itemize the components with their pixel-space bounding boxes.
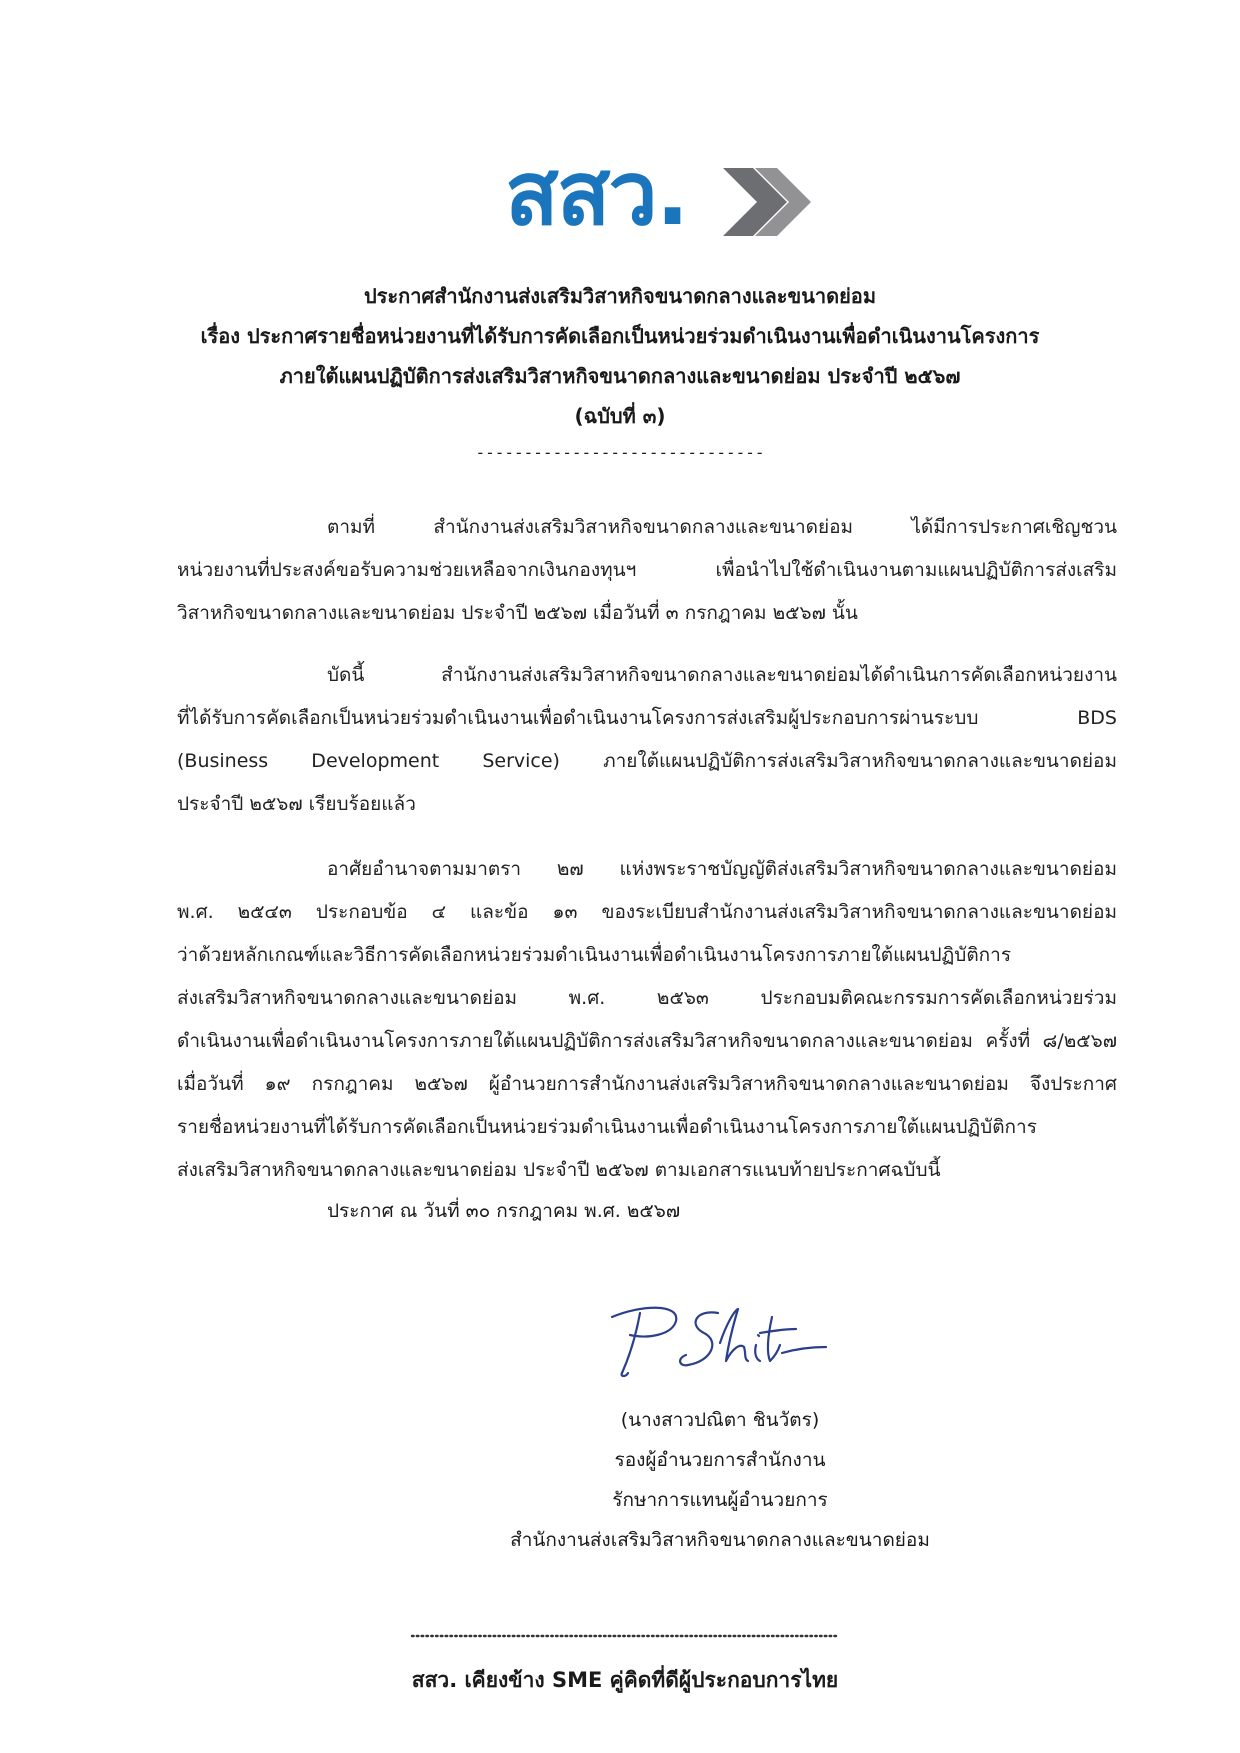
text-line: วิสาหกิจขนาดกลางและขนาดย่อม ประจำปี ๒๕๖๗ เมื่อวันที่ ๓ กรกฎาคม ๒๕๖๗ นั้น [177, 602, 858, 624]
header-divider: ------------------------------ [475, 443, 765, 462]
text-line: อาศัยอำนาจตามมาตรา ๒๗ แห่งพระราชบัญญัติส่งเสริมวิสาหกิจขนาดกลางและขนาดย่อม [327, 858, 1117, 880]
text-line: หน่วยงานที่ประสงค์ขอรับความช่วยเหลือจากเงินกองทุนฯ เพื่อนำไปใช้ดำเนินงานตามแผนปฏิบัติการส่งเสริม [177, 559, 1117, 581]
announce-date: ประกาศ ณ วันที่ ๓๐ กรกฎาคม พ.ศ. ๒๕๖๗ [327, 1200, 681, 1222]
signer-office: สำนักงานส่งเสริมวิสาหกิจขนาดกลางและขนาดย่อม [510, 1529, 930, 1551]
footer-dotted-rule [410, 1632, 840, 1640]
text-line: ที่ได้รับการคัดเลือกเป็นหน่วยร่วมดำเนินงานเพื่อดำเนินงานโครงการส่งเสริมผู้ประกอบการผ่านระบบ BDS [177, 707, 1117, 729]
header-subject-cont: ภายใต้แผนปฏิบัติการส่งเสริมวิสาหกิจขนาดกลางและขนาดย่อม ประจำปี ๒๕๖๗ [279, 364, 961, 388]
text-line: บัดนี้ สำนักงานส่งเสริมวิสาหกิจขนาดกลางและขนาดย่อมได้ดำเนินการคัดเลือกหน่วยงาน [327, 664, 1117, 686]
text-line: ดำเนินงานเพื่อดำเนินงานโครงการภายใต้แผนปฏิบัติการส่งเสริมวิสาหกิจขนาดกลางและขนาดย่อม ครั้งที่ ๘/๒๕๖๗ [177, 1030, 1117, 1052]
logo-wordmark: สสว. [505, 142, 688, 245]
signer-name: (นางสาวปณิตา ชินวัตร) [620, 1409, 820, 1431]
text-line: ตามที่ สำนักงานส่งเสริมวิสาหกิจขนาดกลางและขนาดย่อม ได้มีการประกาศเชิญชวน [327, 516, 1117, 538]
header-subject: เรื่อง ประกาศรายชื่อหน่วยงานที่ได้รับการคัดเลือกเป็นหน่วยร่วมดำเนินงานเพื่อดำเนินงานโครงการ [200, 324, 1040, 348]
text-line: ส่งเสริมวิสาหกิจขนาดกลางและขนาดย่อม ประจำปี ๒๕๖๗ ตามเอกสารแนบท้ายประกาศฉบับนี้ [177, 1159, 941, 1181]
text-line: (Business Development Service) ภายใต้แผนปฏิบัติการส่งเสริมวิสาหกิจขนาดกลางและขนาดย่อม [177, 750, 1117, 772]
signer-acting: รักษาการแทนผู้อำนวยการ [612, 1489, 828, 1511]
header-title: ประกาศสำนักงานส่งเสริมวิสาหกิจขนาดกลางและขนาดย่อม [363, 284, 876, 308]
signer-block [480, 1400, 960, 1560]
double-chevron-right-icon [505, 150, 825, 250]
header-edition: (ฉบับที่ ๓) [574, 404, 666, 428]
text-line: รายชื่อหน่วยงานที่ได้รับการคัดเลือกเป็นหน่วยร่วมดำเนินงานเพื่อดำเนินงานโครงการภายใต้แผนปฏิบัติการ [177, 1116, 1037, 1138]
text-line: เมื่อวันที่ ๑๙ กรกฎาคม ๒๕๖๗ ผู้อำนวยการสำนักงานส่งเสริมวิสาหกิจขนาดกลางและขนาดย่อม จึงประกาศ [177, 1073, 1117, 1095]
paragraph-1 [177, 506, 1117, 635]
text-line: ประจำปี ๒๕๖๗ เรียบร้อยแล้ว [177, 793, 416, 815]
footer-slogan: สสว. เคียงข้าง SME คู่คิดที่ดีผู้ประกอบการไทย [411, 1668, 839, 1692]
paragraph-2 [177, 654, 1117, 826]
text-line: ว่าด้วยหลักเกณฑ์และวิธีการคัดเลือกหน่วยร่วมดำเนินงานเพื่อดำเนินงานโครงการภายใต้แผนปฏิบัติการ [177, 944, 1012, 966]
signature-image [600, 1295, 840, 1385]
announcement-header [150, 276, 1090, 470]
signer-position: รองผู้อำนวยการสำนักงาน [614, 1449, 826, 1471]
text-line: ส่งเสริมวิสาหกิจขนาดกลางและขนาดย่อม พ.ศ. ๒๕๖๓ ประกอบมติคณะกรรมการคัดเลือกหน่วยร่วม [177, 987, 1117, 1009]
text-line: พ.ศ. ๒๕๔๓ ประกอบข้อ ๔ และข้อ ๑๓ ของระเบียบสำนักงานส่งเสริมวิสาหกิจขนาดกลางและขนาดย่อม [177, 901, 1117, 923]
paragraph-3 [177, 848, 1117, 1192]
sme-logo [505, 142, 825, 250]
